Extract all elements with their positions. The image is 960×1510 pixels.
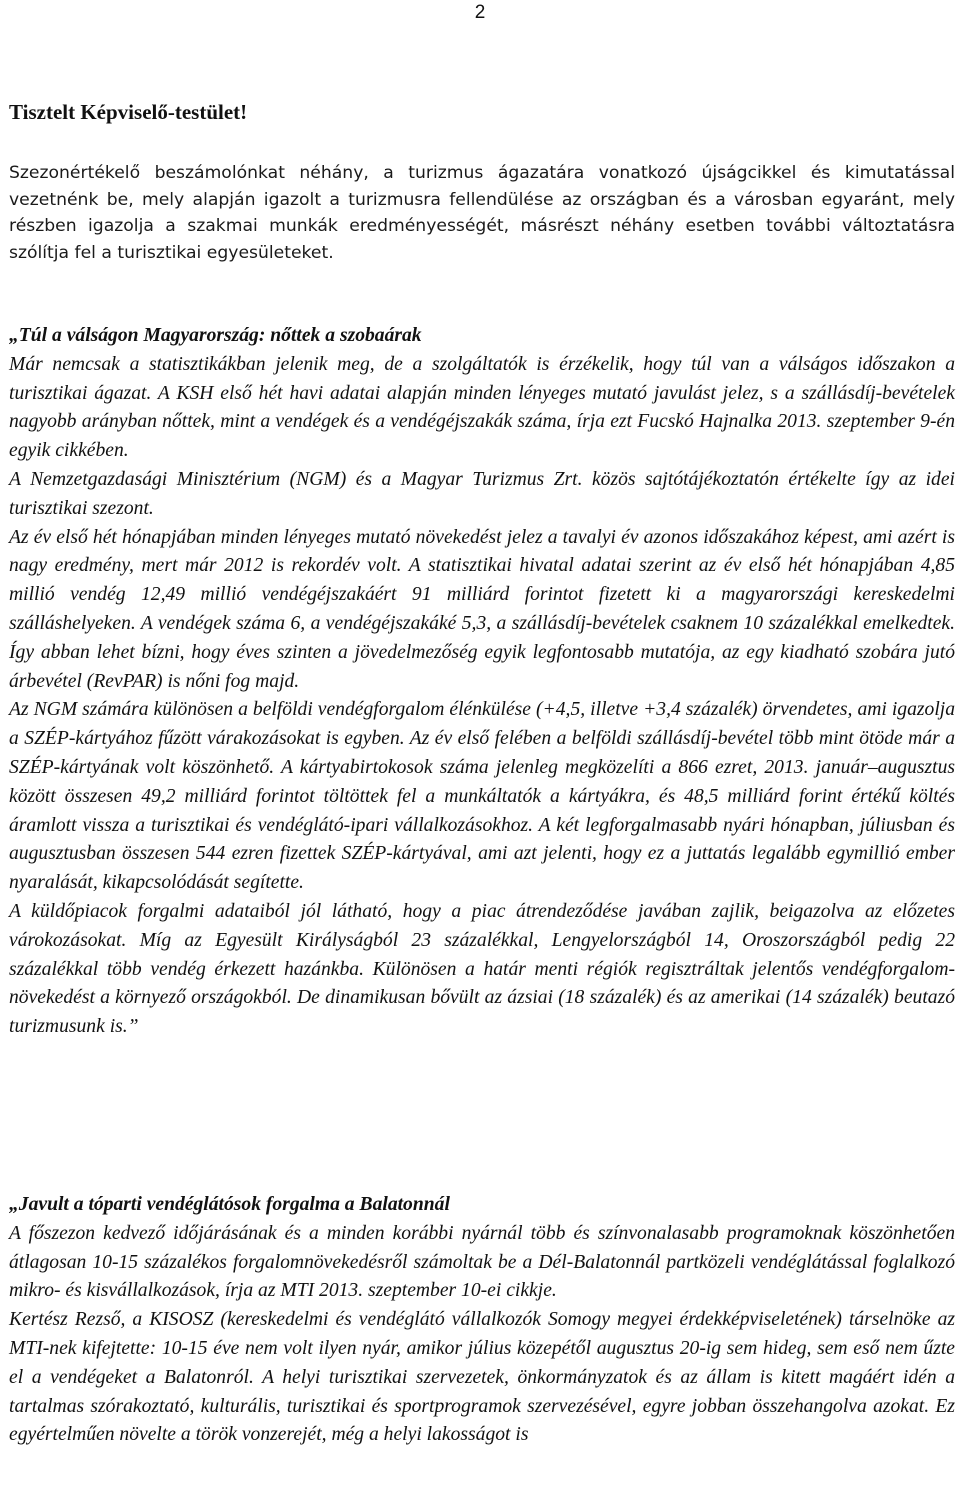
article-quote-2	[9, 1191, 955, 1450]
article-paragraph: A küldőpiacok forgalmi adataiból jól látható, hogy a piac átrendeződése javában zajlik, beigazolva az előzetes várokozásokat. Míg az Egyesült Királyságból 23 százalékkal, Lengyelországból 14, Oroszországból pedig 22 százalékkal több vendég érkezett hazánkba. Különösen a határ menti régiók regisztráltak jelentős vendégforgalom-növekedést a környező országokból. De dinamikusan bővült az ázsiai (18 százalék) és az amerikai (14 százalék) beutazó turizmusunk is.”	[9, 900, 955, 1038]
article-paragraph: A Nemzetgazdasági Minisztérium (NGM) és a Magyar Turizmus Zrt. közös sajtótájékoztatón értékelte így az idei turisztikai szezont.	[9, 468, 955, 519]
page-number: 2	[474, 2, 486, 23]
article-paragraph: Kertész Rezső, a KISOSZ (kereskedelmi és vendéglátó vállalkozók Somogy megyei érdekképviseletének) társelnöke az MTI-nek kifejtette: 10-15 éve nem volt ilyen nyár, amikor július közepétől augusztus 20-ig sem hideg, sem eső nem űzte el a vendégeket a Balatonról. A helyi turisztikai szervezetek, önkormányzatok és az állam is kitett magáért idén a tartalmas szórakoztató, kulturális, turisztikai és sportprogramok szervezésével, egyre jobban összehangolva azokat. Ez egyértelműen növelte a török vonzerejét, még a helyi lakosságot is	[9, 1309, 955, 1446]
article-paragraph: A főszezon kedvező időjárásának és a minden korábbi nyárnál több és színvonalasabb programoknak köszönhetően átlagosan 10-15 százalékos forgalomnövekedésről számoltak be a Dél-Balatonnál partközeli vendéglátással foglalkozó mikro- és kisvállalkozások, írja az MTI 2013. szeptember 10-ei cikkje.	[9, 1222, 955, 1302]
article-title: „Túl a válságon Magyarország: nőttek a szobaárak	[9, 325, 422, 346]
salutation-heading: Tisztelt Képviselő-testület!	[9, 100, 248, 124]
intro-paragraph: Szezonértékelő beszámolónkat néhány, a turizmus ágazatára vonatkozó újságcikkel és kimutatással vezetnénk be, mely alapján igazolt a turizmusra fellendülése az országban és a városban egyaránt, mely részben igazolja a szakmai munkák eredményességét, másrészt néhány esetben további változtatásra szólítja fel a turisztikai egyesületeket.	[9, 163, 955, 263]
article-paragraph: Az év első hét hónapjában minden lényeges mutató növekedést jelez a tavalyi év azonos időszakához képest, ami azért is nagy eredmény, mert már 2012 is rekordév volt. A statisztikai hivatal adatai szerint az év első hét hónapjában 4,85 millió vendég 12,49 millió vendégéjszakáért 91 milliárd forintot fizetett ki a magyarországi kereskedelmi szálláshelyeken. A vendégek száma 6, a vendégéjszakáké 5,3, a szállásdíj-bevételek csaknem 10 százalékkal emelkedtek. Így abban lehet bízni, hogy éves szinten a jövedelmezőség egyik legfontosabb mutatója, az egy kiadható szobára jutó árbevétel (RevPAR) is nőni fog majd.	[9, 526, 955, 692]
article-paragraph: Az NGM számára különösen a belföldi vendégforgalom élénkülése (+4,5, illetve +3,4 százalék) örvendetes, ami igazolja a SZÉP-kártyához fűzött várakozásokat is egyben. Az év első felében a belföldi szállásdíj-bevétel több mint ötöde már a SZÉP-kártyának volt köszönhető. A kártyabirtokosok száma jelenleg megközelíti a 866 ezret, 2013. január–augusztus között összesen 49,2 milliárd forintot töltöttek fel a munkáltatók a kártyákra, és 48,5 milliárd forint értékű költés áramlott vissza a turisztikai és vendéglátó-ipari vállalkozásokhoz. A két legforgalmasabb nyári hónapban, júliusban és augusztusban összesen 544 ezren fizettek SZÉP-kártyával, ami azt jelenti, hogy ez a juttatás legalább egymillió ember nyaralását, kikapcsolódását segítette.	[9, 699, 955, 894]
article-paragraph: Már nemcsak a statisztikákban jelenik meg, de a szolgáltatók is érzékelik, hogy túl van a válságos időszakon a turisztikai ágazat. A KSH első hét havi adatai alapján minden lényeges mutató javulást jelez, s a szállásdíj-bevételek nagyobb arányban nőttek, mint a vendégek és a vendégéjszakák száma, írja ezt Fucskó Hajnalka 2013. szeptember 9-én egyik cikkében.	[9, 353, 955, 462]
article-quote-1	[9, 322, 955, 1042]
article-title: „Javult a tóparti vendéglátósok forgalma a Balatonnál	[9, 1194, 450, 1215]
